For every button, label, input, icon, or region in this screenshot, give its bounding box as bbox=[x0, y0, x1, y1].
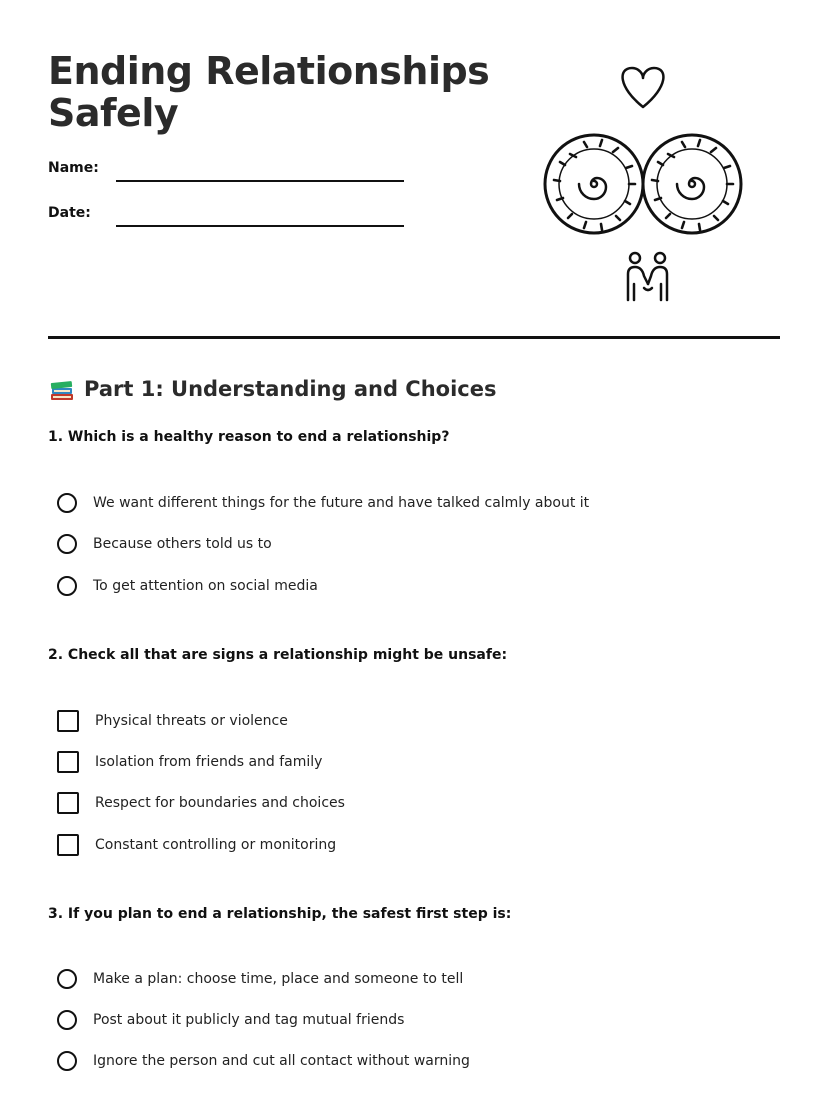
option-label: Constant controlling or monitoring bbox=[95, 837, 337, 853]
radio-button[interactable] bbox=[57, 534, 77, 554]
answer-option[interactable] bbox=[57, 708, 288, 734]
radio-button[interactable] bbox=[57, 1051, 77, 1071]
radio-button[interactable] bbox=[57, 576, 77, 596]
question-1: 1. Which is a healthy reason to end a relationship? bbox=[48, 429, 450, 445]
checkbox[interactable] bbox=[57, 792, 79, 814]
section-title: Part 1: Understanding and Choices bbox=[84, 377, 497, 401]
heart-icon bbox=[623, 68, 664, 107]
question-3: 3. If you plan to end a relationship, the safest first step is: bbox=[48, 906, 512, 922]
section-header bbox=[48, 373, 496, 405]
checkbox[interactable] bbox=[57, 710, 79, 732]
books-icon bbox=[48, 375, 76, 403]
option-label: Make a plan: choose time, place and someone to tell bbox=[93, 971, 464, 987]
name-line[interactable] bbox=[116, 180, 404, 182]
radio-button[interactable] bbox=[57, 1010, 77, 1030]
answer-option[interactable] bbox=[57, 749, 322, 775]
answer-option[interactable] bbox=[57, 531, 272, 557]
date-line[interactable] bbox=[116, 225, 404, 227]
option-label: To get attention on social media bbox=[93, 578, 318, 594]
option-label: Ignore the person and cut all contact without warning bbox=[93, 1053, 470, 1069]
option-label: Physical threats or violence bbox=[95, 713, 288, 729]
worksheet-title bbox=[48, 50, 489, 134]
header-divider bbox=[48, 336, 780, 339]
spiral-circles-icon bbox=[545, 135, 741, 233]
option-label: Isolation from friends and family bbox=[95, 754, 323, 770]
answer-option[interactable] bbox=[57, 832, 336, 858]
illustration bbox=[540, 62, 746, 310]
date-label: Date: bbox=[48, 205, 91, 221]
checkbox[interactable] bbox=[57, 834, 79, 856]
holding-hands-icon bbox=[628, 253, 667, 300]
answer-option[interactable] bbox=[57, 490, 589, 516]
answer-option[interactable] bbox=[57, 573, 318, 599]
answer-option[interactable] bbox=[57, 1048, 470, 1074]
radio-button[interactable] bbox=[57, 493, 77, 513]
option-label: We want different things for the future and have talked calmly about it bbox=[93, 495, 590, 511]
answer-option[interactable] bbox=[57, 1007, 404, 1033]
name-label: Name: bbox=[48, 160, 99, 176]
title-line-1: Ending Relationships bbox=[48, 49, 490, 93]
answer-option[interactable] bbox=[57, 966, 463, 992]
question-2: 2. Check all that are signs a relationship might be unsafe: bbox=[48, 647, 508, 663]
option-label: Post about it publicly and tag mutual friends bbox=[93, 1012, 405, 1028]
title-line-2: Safely bbox=[48, 91, 179, 135]
checkbox[interactable] bbox=[57, 751, 79, 773]
option-label: Respect for boundaries and choices bbox=[95, 795, 345, 811]
option-label: Because others told us to bbox=[93, 536, 272, 552]
radio-button[interactable] bbox=[57, 969, 77, 989]
answer-option[interactable] bbox=[57, 790, 345, 816]
